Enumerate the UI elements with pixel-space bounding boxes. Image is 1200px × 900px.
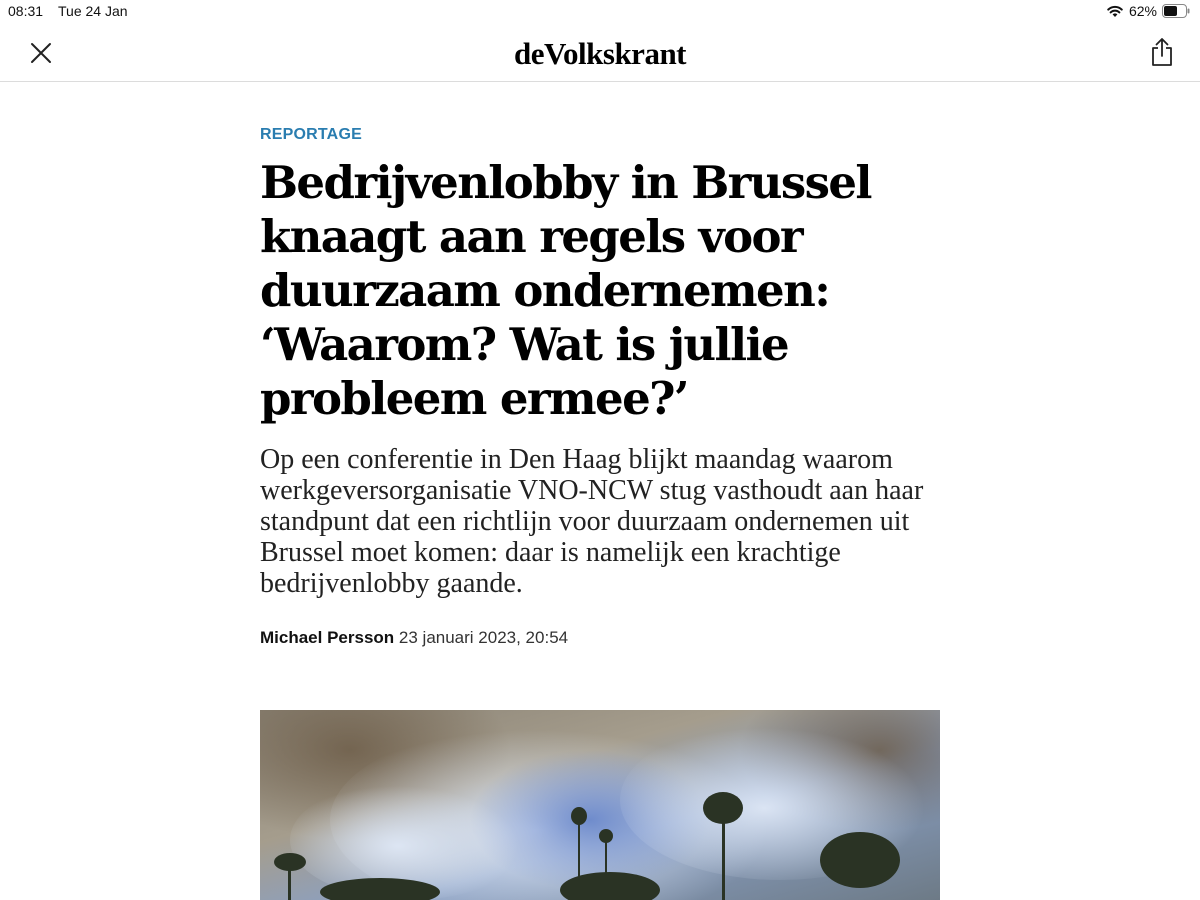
top-bar [0,24,1200,82]
hero-image [260,710,940,900]
article-category[interactable]: REPORTAGE [260,126,362,143]
battery-icon [1162,4,1190,18]
status-date: Tue 24 Jan [58,3,128,19]
brand-logo: deVolkskrant [513,36,687,71]
share-button[interactable] [1149,36,1175,68]
article-lead: Op een conferentie in Den Haag blijkt maandag waarom werkgeversorganisatie VNO-NCW stug vasthoudt aan haar standpunt dat een richtlijn voor duurzaam ondernemen uit Brussel moet komen: daar is namelijk een krachtige bedrijvenlobby gaande. [260,444,924,599]
share-icon [1150,37,1174,67]
publish-date: 23 januari 2023, 20:54 [398,628,569,647]
battery-percentage: 62% [1128,3,1157,19]
byline [260,628,568,648]
author-name[interactable]: Michael Persson [260,628,395,647]
article-headline: Bedrijvenlobby in Brussel knaagt aan regels voor duurzaam ondernemen: ‘Waarom? Wat is jullie probleem ermee?’ [260,156,871,425]
forest-fire-illustration [260,710,940,900]
status-time: 08:31 [8,3,44,19]
wifi-icon [1106,4,1124,18]
status-bar [0,0,1200,24]
status-indicators [1106,3,1190,19]
